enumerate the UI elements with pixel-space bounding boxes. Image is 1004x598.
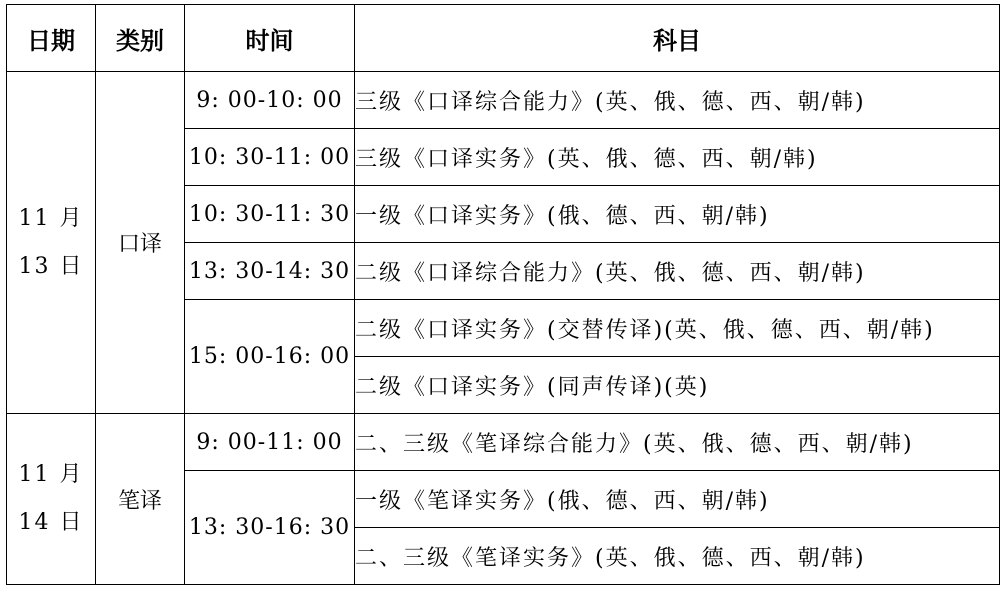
- header-time: 时间: [185, 5, 355, 72]
- subject-cell: 二、三级《笔译综合能力》(英、俄、德、西、朝/韩): [355, 414, 1000, 471]
- table-row: [7, 72, 1000, 129]
- subject-cell: 二级《口译实务》(同声传译)(英): [355, 357, 1000, 414]
- date-cell: [7, 414, 96, 585]
- time-cell: 10: 30-11: 00: [185, 129, 355, 186]
- category-cell: 口译: [96, 72, 185, 414]
- subject-cell: 二级《口译综合能力》(英、俄、德、西、朝/韩): [355, 243, 1000, 300]
- subject-cell: 二级《口译实务》(交替传译)(英、俄、德、西、朝/韩): [355, 300, 1000, 357]
- date-month: 11 月: [18, 205, 84, 231]
- subject-cell: 三级《口译实务》(英、俄、德、西、朝/韩): [355, 129, 1000, 186]
- date-day: 13 日: [18, 253, 84, 279]
- subject-cell: 一级《笔译实务》(俄、德、西、朝/韩): [355, 471, 1000, 528]
- header-date: 日期: [7, 5, 96, 72]
- time-cell: 15: 00-16: 00: [185, 300, 355, 414]
- time-cell: 9: 00-11: 00: [185, 414, 355, 471]
- time-cell: 13: 30-14: 30: [185, 243, 355, 300]
- header-row: [7, 5, 1000, 72]
- header-category: 类别: [96, 5, 185, 72]
- time-cell: 10: 30-11: 30: [185, 186, 355, 243]
- date-month: 11 月: [18, 462, 84, 487]
- table-row: [7, 414, 1000, 471]
- category-cell: 笔译: [96, 414, 185, 585]
- header-subject: 科目: [355, 5, 1000, 72]
- date-day: 14 日: [18, 510, 84, 535]
- exam-schedule-table: [6, 4, 1000, 585]
- subject-cell: 一级《口译实务》(俄、德、西、朝/韩): [355, 186, 1000, 243]
- subject-cell: 三级《口译综合能力》(英、俄、德、西、朝/韩): [355, 72, 1000, 129]
- subject-cell: 二、三级《笔译实务》(英、俄、德、西、朝/韩): [355, 528, 1000, 585]
- date-cell: [7, 72, 96, 414]
- time-cell: 9: 00-10: 00: [185, 72, 355, 129]
- time-cell: 13: 30-16: 30: [185, 471, 355, 585]
